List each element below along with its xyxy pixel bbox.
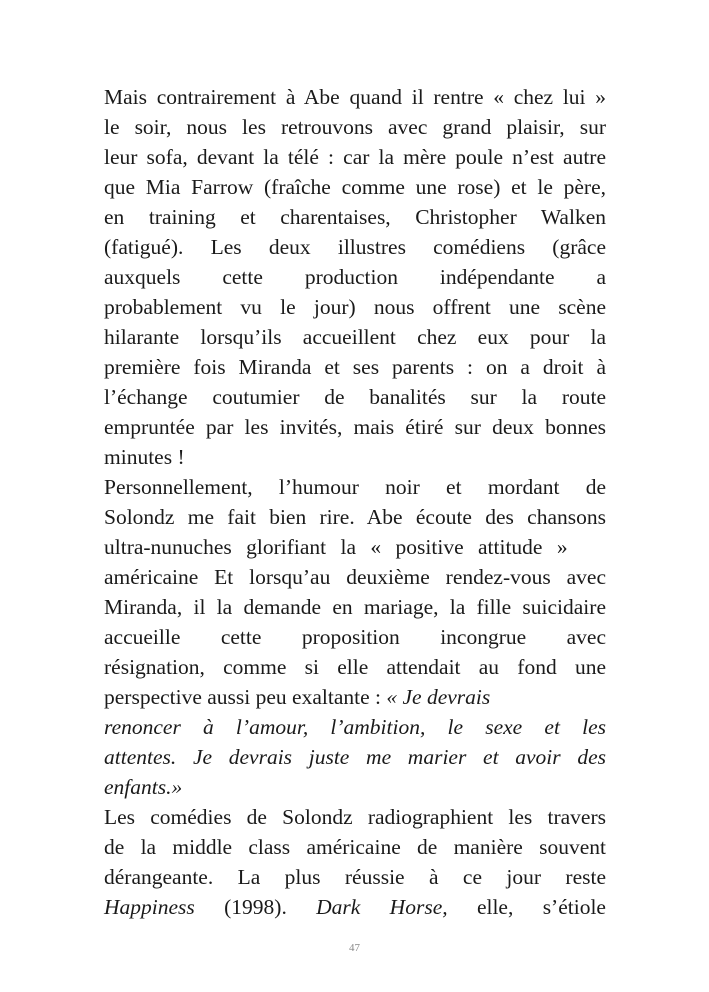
text-line: minutes !: [104, 445, 185, 469]
italic-text: Happiness: [104, 895, 195, 919]
italic-text: Dark Horse,: [316, 895, 448, 919]
page-number: 47: [349, 942, 360, 954]
italic-text: « Je devrais: [386, 685, 491, 709]
text-line: auxquels cette production indépendante a: [104, 265, 606, 289]
text-line: accueille cette proposition incongrue avec: [104, 625, 606, 649]
text-run: perspective aussi peu exaltante :: [104, 685, 387, 709]
text-line: Personnellement, l’humour noir et mordant de: [104, 475, 606, 499]
text-line: (fatigué). Les deux illustres comédiens (grâce: [104, 235, 606, 259]
text-line: de la middle class américaine de manière souvent: [104, 835, 606, 859]
text-line: probablement vu le jour) nous offrent une scène: [104, 295, 606, 319]
text-line: [104, 682, 606, 712]
text-line: Mais contrairement à Abe quand il rentre « chez lui »: [104, 85, 606, 109]
text-run: (1998).: [194, 895, 317, 919]
text-line: Solondz me fait bien rire. Abe écoute des chansons: [104, 505, 606, 529]
text-line: attentes. Je devrais juste me marier et avoir des: [104, 745, 606, 769]
text-line: leur sofa, devant la télé : car la mère poule n’est autre: [104, 145, 606, 169]
text-run: elle, s’étiole: [447, 895, 606, 919]
text-line: première fois Miranda et ses parents : on a droit à: [104, 355, 606, 379]
text-line: enfants.»: [104, 775, 183, 799]
text-line: l’échange coutumier de banalités sur la route: [104, 385, 606, 409]
text-line: renoncer à l’amour, l’ambition, le sexe et les: [104, 715, 606, 739]
text-line: Les comédies de Solondz radiographient les travers: [104, 805, 606, 829]
text-line: hilarante lorsqu’ils accueillent chez eux pour la: [104, 325, 606, 349]
text-line: américaine Et lorsqu’au deuxième rendez-vous avec: [104, 565, 606, 589]
text-line: [104, 892, 606, 922]
text-line: en training et charentaises, Christopher Walken: [104, 205, 606, 229]
text-line: résignation, comme si elle attendait au fond une: [104, 655, 606, 679]
text-line: dérangeante. La plus réussie à ce jour reste: [104, 865, 606, 889]
text-line: Miranda, il la demande en mariage, la fille suicidaire: [104, 595, 606, 619]
text-line: ultra-nunuches glorifiant la « positive attitude »: [104, 535, 568, 559]
body-text: [104, 82, 606, 922]
text-line: le soir, nous les retrouvons avec grand plaisir, sur: [104, 115, 606, 139]
text-line: que Mia Farrow (fraîche comme une rose) et le père,: [104, 175, 606, 199]
text-line: empruntée par les invités, mais étiré sur deux bonnes: [104, 415, 606, 439]
